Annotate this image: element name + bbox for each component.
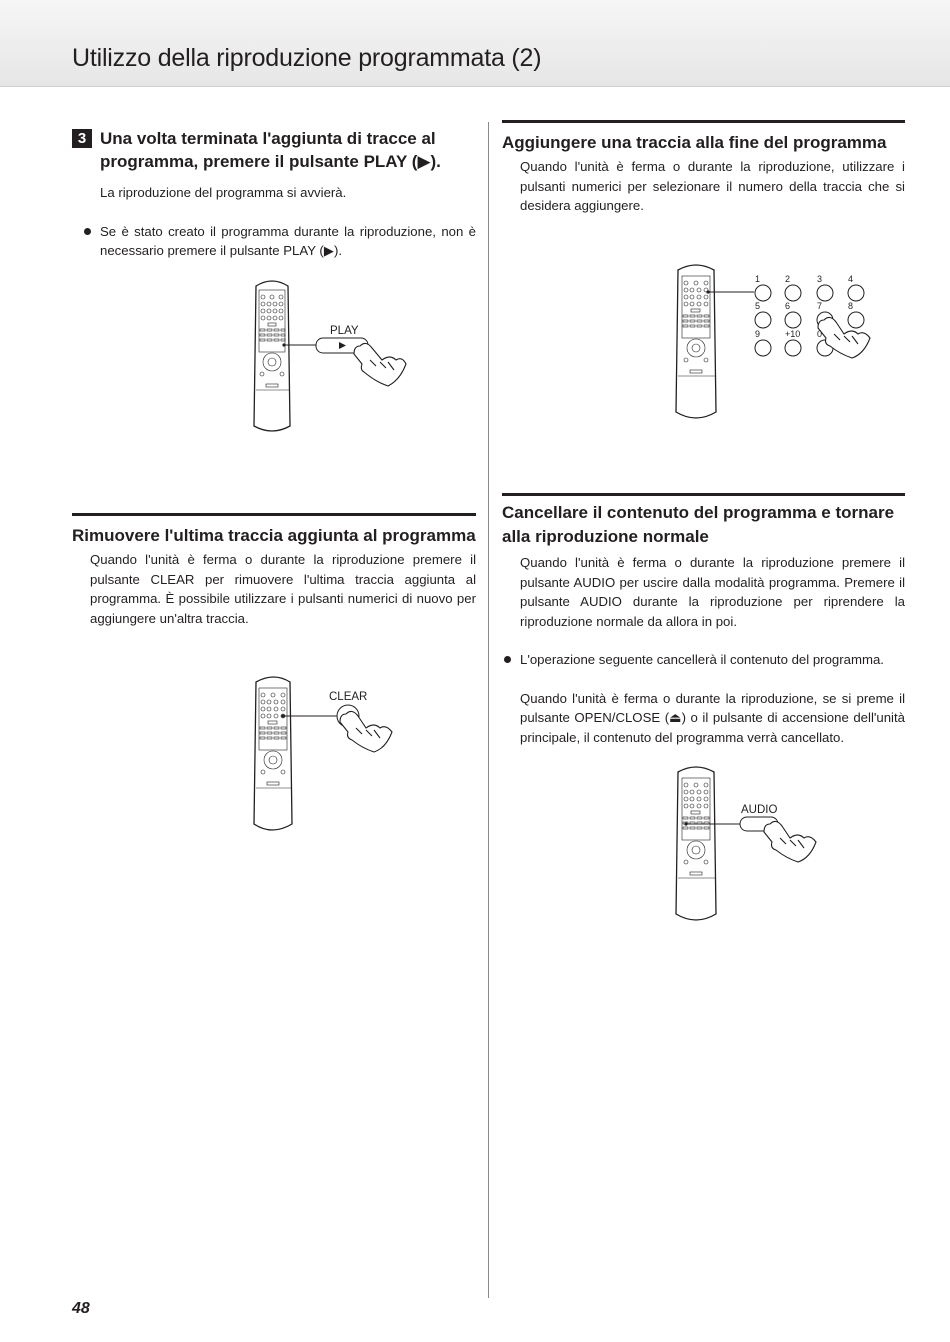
step-title: Una volta terminata l'aggiunta di tracce al programma, premere il pulsante PLAY (▶).: [100, 129, 441, 171]
pointing-hand-icon: [340, 711, 392, 752]
keypad-label: +10: [785, 329, 801, 339]
cancel-program-text: Quando l'unità è ferma o durante la riproduzione premere il pulsante AUDIO per uscire dalla modalità programma. Premere il pulsante AUDIO durante la riproduzione per riprendere la riproduzione normale da allora in poi.: [520, 555, 905, 629]
keypad-button: [785, 285, 801, 301]
keypad-label: 8: [848, 301, 854, 311]
cancel-program-bullet: [502, 650, 905, 670]
section-rule: [502, 493, 905, 496]
pointing-hand-icon: [764, 821, 816, 862]
add-track-section: [502, 120, 905, 216]
add-track-text: Quando l'unità è ferma o durante la riproduzione, utilizzare i pulsanti numerici per selezionare il numero della traccia che si desidera aggiungere.: [520, 159, 905, 213]
keypad-label: 5: [755, 301, 761, 311]
step-bullet-text: Se è stato creato il programma durante la riproduzione, non è necessario premere il pulsante PLAY (▶).: [100, 223, 476, 258]
cancel-program-section: [502, 493, 905, 747]
remove-track-heading: Rimuovere l'ultima traccia aggiunta al programma: [72, 526, 476, 545]
page-title: Utilizzo della riproduzione programmata (2): [72, 44, 542, 72]
remote-control-icon: [676, 767, 716, 920]
cancel-program-bullet-text: L'operazione seguente cancellerà il contenuto del programma.: [520, 652, 884, 667]
add-track-heading: Aggiungere una traccia alla fine del programma: [502, 133, 887, 152]
step-text: La riproduzione del programma si avvierà.: [100, 185, 347, 200]
remote-control-icon: [254, 281, 290, 431]
keypad-label: 1: [755, 274, 761, 284]
keypad-label: 2: [785, 274, 791, 284]
keypad-button: [755, 340, 771, 356]
keypad-button: [755, 312, 771, 328]
cancel-program-text2: Quando l'unità è ferma o durante la riproduzione, se si preme il pulsante OPEN/CLOSE (⏏) o il pulsante di accensione dell'unità principale, il contenuto del programma verrà cancellato.: [520, 690, 905, 745]
clear-label: CLEAR: [329, 691, 368, 703]
keypad-label: 7: [817, 301, 823, 311]
step-3-section: [72, 127, 476, 261]
step-bullet: [82, 222, 476, 261]
column-divider: [488, 122, 489, 1298]
remote-control-icon: [254, 677, 292, 830]
keypad-button: [817, 285, 833, 301]
step-number: 3: [72, 129, 92, 148]
keypad-label: 3: [817, 274, 823, 284]
keypad-label: 4: [848, 274, 854, 284]
pointing-hand-icon: [354, 343, 406, 386]
remote-play-illustration: [250, 276, 410, 438]
page-number: 48: [72, 1300, 90, 1317]
remote-keypad-illustration: [674, 262, 880, 424]
keypad-button: [848, 285, 864, 301]
keypad-button: [755, 285, 771, 301]
keypad-button: [785, 312, 801, 328]
remote-audio-illustration: [674, 764, 824, 926]
page-header: [0, 0, 950, 87]
cancel-program-heading: Cancellare il contenuto del programma e tornare alla riproduzione normale: [502, 503, 895, 546]
section-rule: [502, 120, 905, 123]
remote-control-icon: [676, 265, 716, 418]
keypad-label: 6: [785, 301, 791, 311]
remote-clear-illustration: [250, 674, 400, 836]
keypad-label: 9: [755, 329, 761, 339]
play-label: PLAY: [330, 325, 359, 337]
keypad-label: 0: [817, 329, 823, 339]
keypad-button: [848, 312, 864, 328]
audio-label: AUDIO: [741, 804, 778, 816]
keypad-button: [785, 340, 801, 356]
remove-track-section: [72, 513, 476, 628]
section-rule: [72, 513, 476, 516]
remove-track-text: Quando l'unità è ferma o durante la riproduzione premere il pulsante CLEAR per rimuovere l'ultima traccia aggiunta al programma. È possibile utilizzare i pulsanti numerici di nuovo per aggiungere un'altra traccia.: [90, 552, 476, 626]
